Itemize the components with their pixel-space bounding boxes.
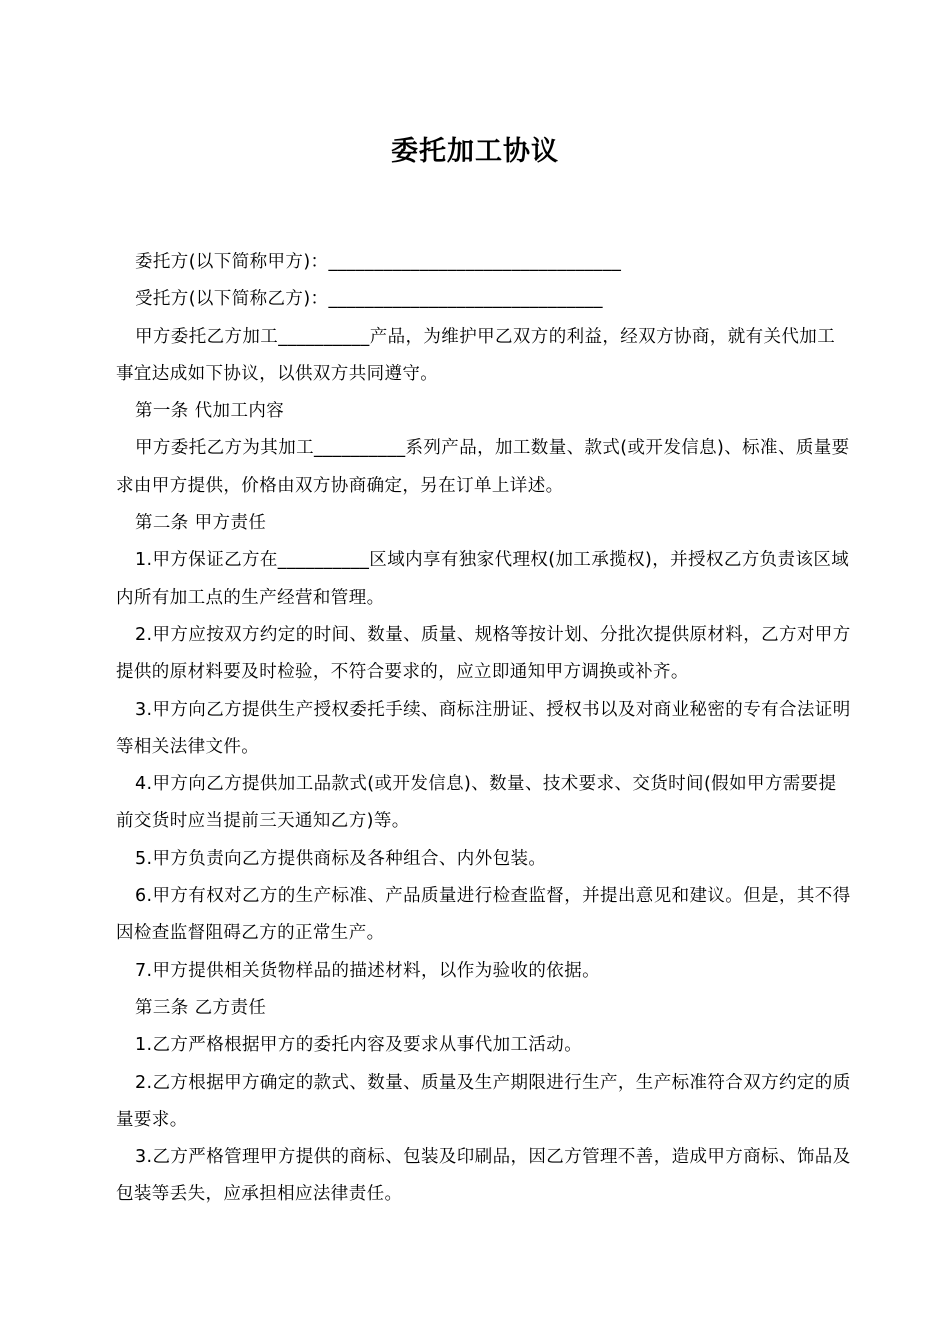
article-3-heading: 第三条 乙方责任 [135,997,267,1018]
article-2-heading: 第二条 甲方责任 [135,513,267,534]
article-2-item-7: 7.甲方提供相关货物样品的描述材料，以作为验收的依据。 [135,960,600,981]
article-3-item-2: 2.乙方根据甲方确定的款式、数量、质量及生产期限进行生产，生产标准符合双方约定的质量要求。 [116,1072,851,1130]
article-2-item-2: 2.甲方应按双方约定的时间、数量、质量、规格等按计划、分批次提供原材料，乙方对甲方提供的原材料要及时检验，不符合要求的，应立即通知甲方调换或补齐。 [116,624,851,683]
document-title: 委托加工协议 [391,136,559,167]
contractor-party-line: 受托方(以下简称乙方)：______________________________ [135,289,603,310]
article-1-paragraph: 甲方委托乙方为其加工__________系列产品，加工数量、款式(或开发信息)、标准、质量要求由甲方提供，价格由双方协商确定，另在订单上详述。 [116,438,850,496]
client-party-line: 委托方(以下简称甲方)：________________________________ [135,252,622,272]
article-3-item-1: 1.乙方严格根据甲方的委托内容及要求从事代加工活动。 [135,1035,583,1056]
article-2-item-1: 1.甲方保证乙方在__________区域内享有独家代理权(加工承揽权)，并授权乙方负责该区域内所有加工点的生产经营和管理。 [116,550,850,608]
article-2-item-3: 3.甲方向乙方提供生产授权委托手续、商标注册证、授权书以及对商业秘密的专有合法证明等相关法律文件。 [116,699,851,757]
document-body [116,244,851,1214]
article-3-item-3: 3.乙方严格管理甲方提供的商标、包装及印刷品，因乙方管理不善，造成甲方商标、饰品及包装等丢失，应承担相应法律责任。 [116,1147,851,1205]
article-1-heading: 第一条 代加工内容 [135,401,285,422]
preamble-paragraph: 甲方委托乙方加工__________产品，为维护甲乙双方的利益，经双方协商，就有关代加工事宜达成如下协议，以供双方共同遵守。 [116,326,836,384]
article-2-item-4: 4.甲方向乙方提供加工品款式(或开发信息)、数量、技术要求、交货时间(假如甲方需要提前交货时应当提前三天通知乙方)等。 [116,774,837,832]
article-2-item-5: 5.甲方负责向乙方提供商标及各种组合、内外包装。 [135,848,547,869]
article-2-item-6: 6.甲方有权对乙方的生产标准、产品质量进行检查监督，并提出意见和建议。但是，其不得因检查监督阻碍乙方的正常生产。 [116,886,851,944]
